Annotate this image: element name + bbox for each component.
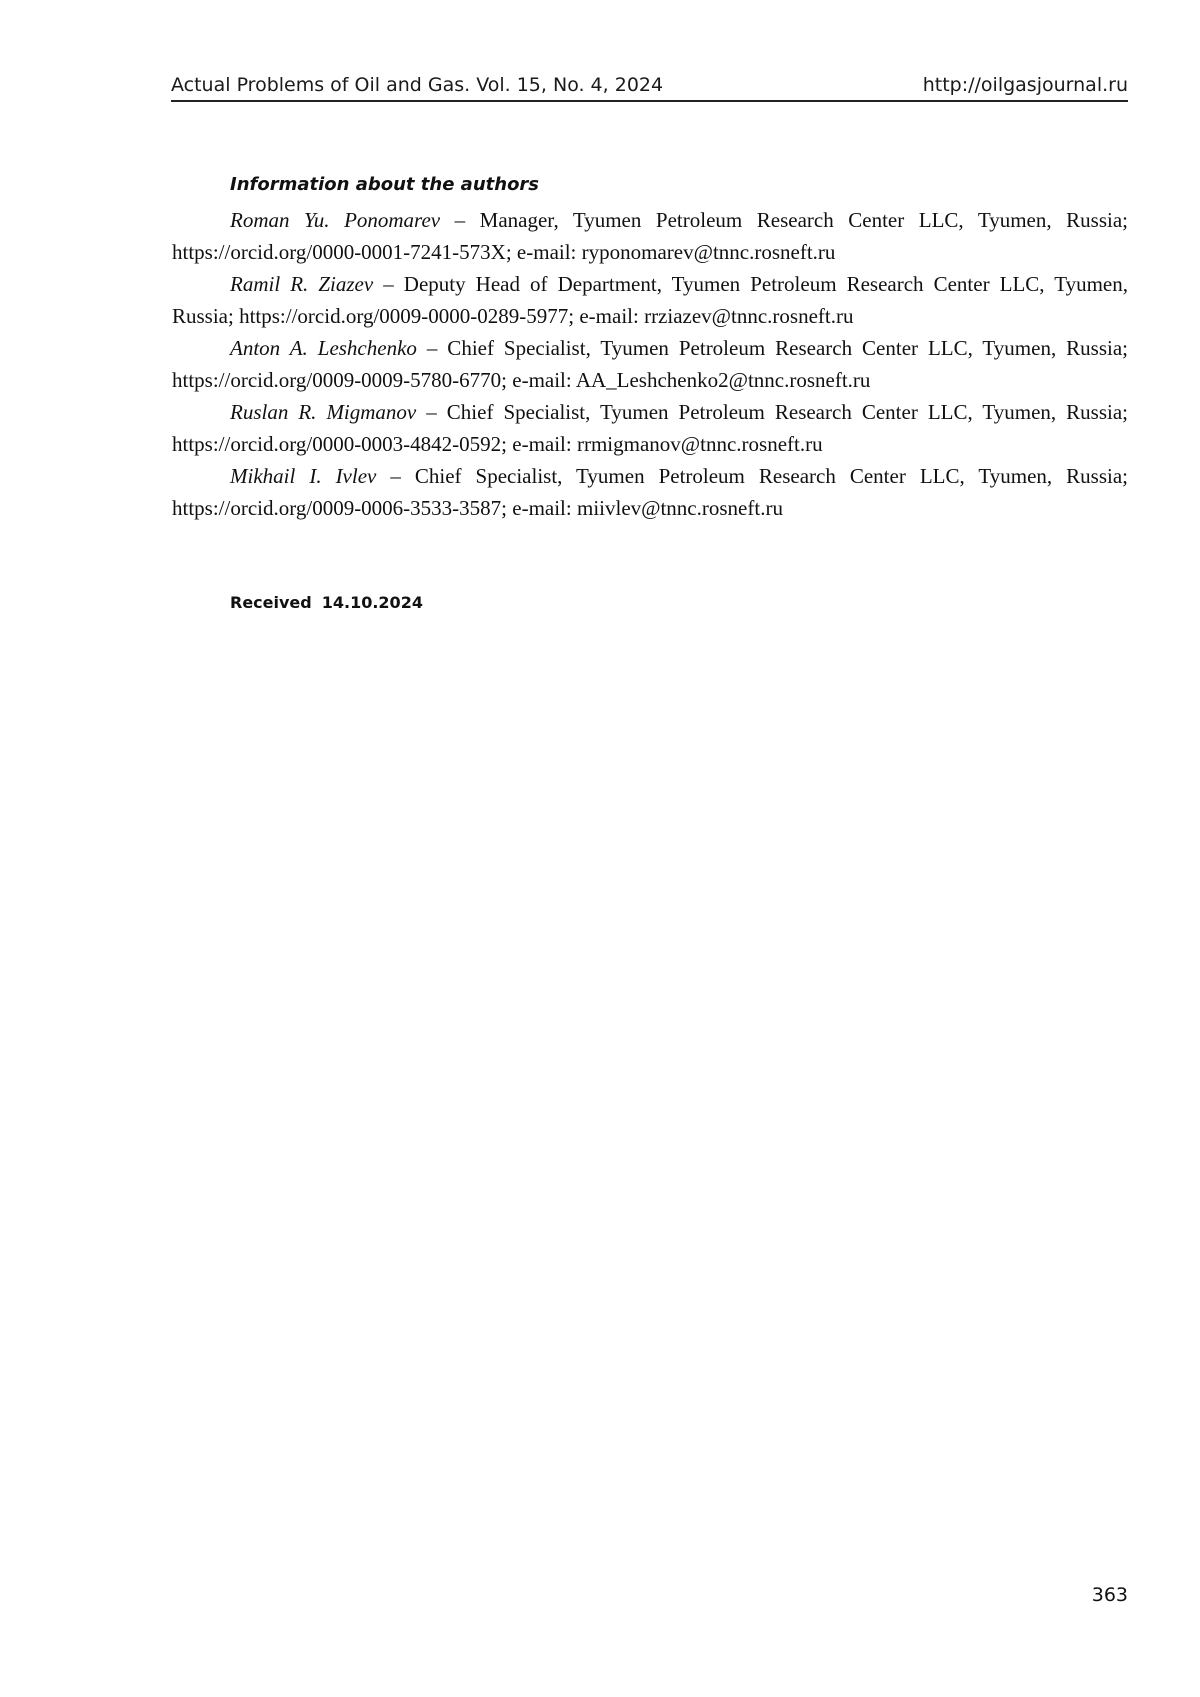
author-name: Anton A. Leshchenko	[230, 336, 417, 360]
journal-url: http://oilgasjournal.ru	[922, 74, 1128, 96]
author-name: Mikhail I. Ivlev	[230, 464, 377, 488]
page-number: 363	[1091, 1584, 1128, 1606]
author-entry	[172, 268, 1128, 332]
author-details: – Chief Specialist, Tyumen Petroleum Research Center LLC, Tyumen, Russia; https://orcid.org/0009-0006-3533-3587; e-mail: miivlev@tnnc.rosneft.ru	[172, 464, 1128, 520]
author-name: Ramil R. Ziazev	[230, 272, 374, 296]
author-details: – Chief Specialist, Tyumen Petroleum Research Center LLC, Tyumen, Russia; https://orcid.org/0000-0003-4842-0592; e-mail: rrmigmanov@tnnc.rosneft.ru	[172, 400, 1128, 456]
author-details: – Chief Specialist, Tyumen Petroleum Research Center LLC, Tyumen, Russia; https://orcid.org/0009-0009-5780-6770; e-mail: AA_Leshchenko2@tnnc.rosneft.ru	[172, 336, 1128, 392]
journal-title: Actual Problems of Oil and Gas. Vol. 15, No. 4, 2024	[171, 74, 664, 96]
author-entry	[172, 396, 1128, 460]
received-label: Received	[230, 593, 312, 612]
received-date: 14.10.2024	[321, 593, 423, 612]
author-entry	[172, 204, 1128, 268]
running-header	[171, 74, 1128, 102]
author-name: Roman Yu. Ponomarev	[230, 208, 441, 232]
received-date-line	[230, 593, 423, 612]
author-name: Ruslan R. Migmanov	[230, 400, 417, 424]
section-heading: Information about the authors	[230, 174, 540, 195]
author-entry	[172, 332, 1128, 396]
author-details: – Deputy Head of Department, Tyumen Petroleum Research Center LLC, Tyumen, Russia; https://orcid.org/0009-0000-0289-5977; e-mail: rrziazev@tnnc.rosneft.ru	[172, 272, 1128, 328]
author-list	[172, 204, 1128, 524]
author-details: – Manager, Tyumen Petroleum Research Center LLC, Tyumen, Russia; https://orcid.org/0000-0001-7241-573X; e-mail: ryponomarev@tnnc.rosneft.ru	[172, 208, 1128, 264]
author-entry	[172, 460, 1128, 524]
